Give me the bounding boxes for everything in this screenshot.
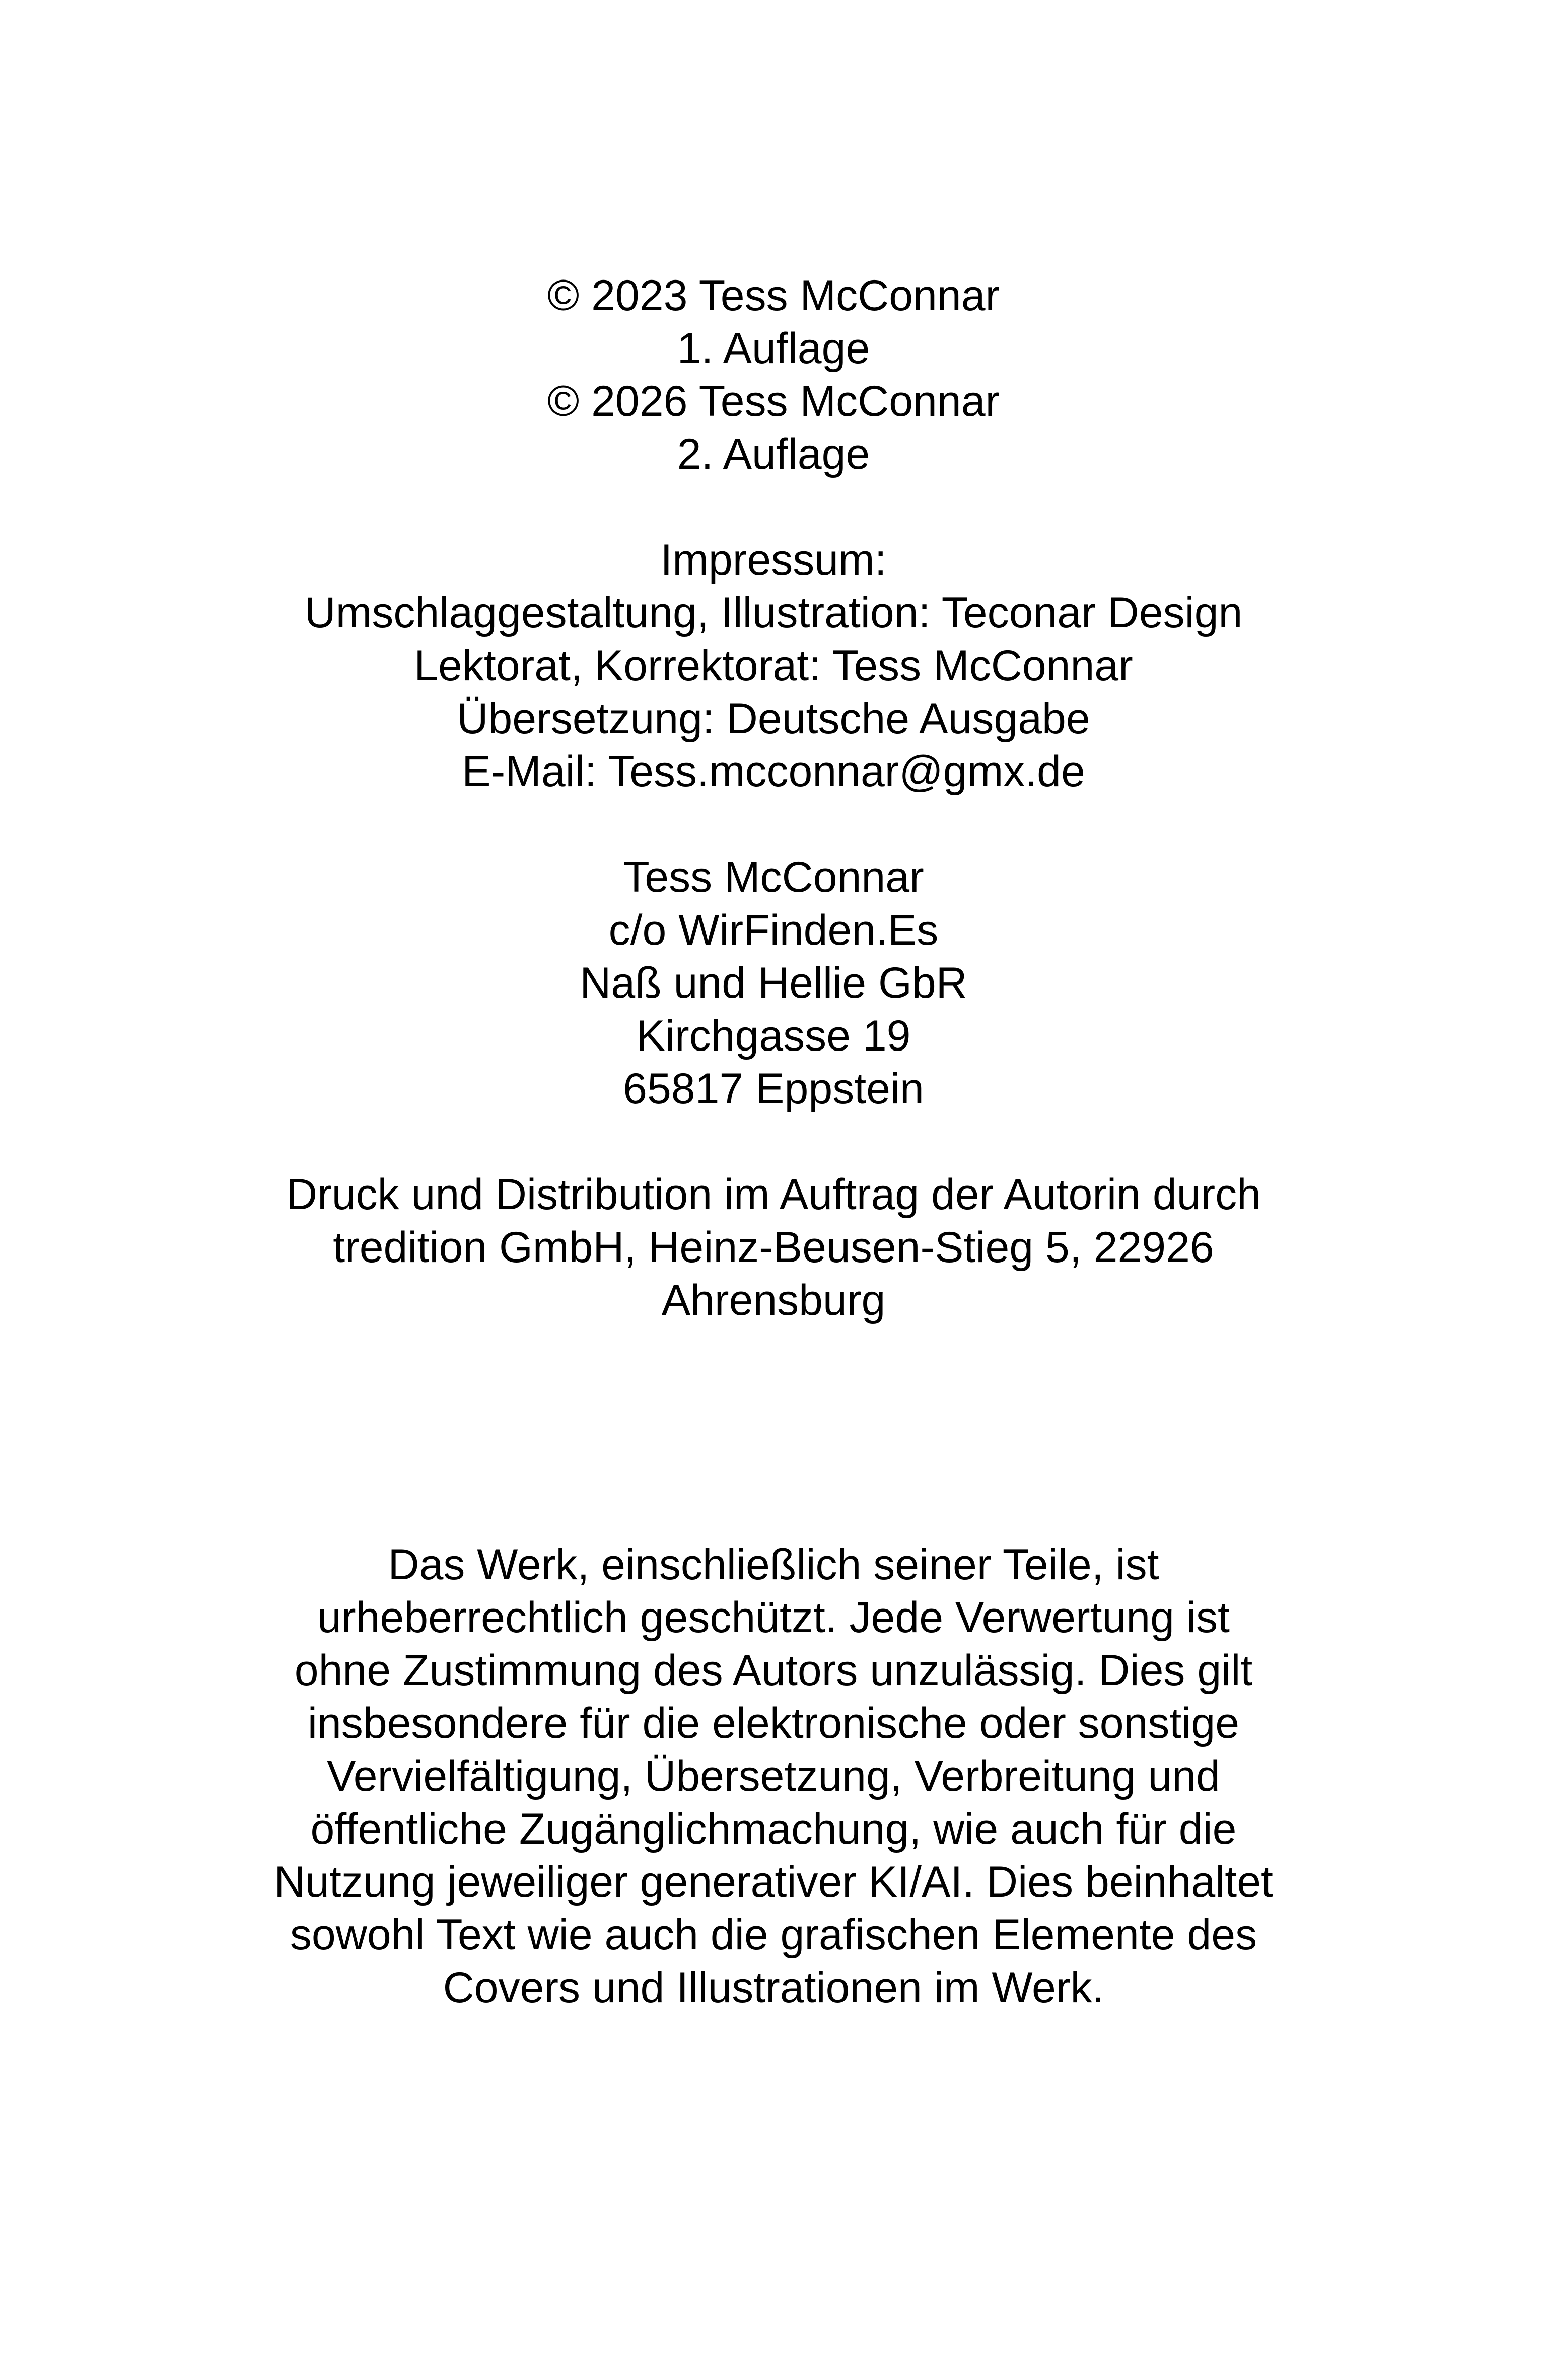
print-line: Druck und Distribution im Auftrag der Autorin durch: [286, 1170, 1261, 1219]
copyright-block: [0, 269, 1547, 481]
impressum-block: [0, 534, 1547, 798]
address-care-of: c/o WirFinden.Es: [608, 906, 939, 954]
contact-email: E-Mail: Tess.mcconnar@gmx.de: [462, 747, 1085, 796]
first-edition-label: 1. Auflage: [677, 324, 870, 373]
legal-line: urheberrechtlich geschützt. Jede Verwertung ist: [317, 1593, 1230, 1642]
legal-line: Vervielfältigung, Übersetzung, Verbreitung und: [327, 1752, 1220, 1800]
copyright-first-edition: © 2023 Tess McConnar: [547, 271, 1000, 320]
legal-line: Covers und Illustrationen im Werk.: [443, 1964, 1104, 2012]
legal-line: insbesondere für die elektronische oder sonstige: [307, 1699, 1240, 1747]
legal-line: sowohl Text wie auch die grafischen Elemente des: [290, 1911, 1257, 1959]
legal-line: öffentliche Zugänglichmachung, wie auch für die: [310, 1805, 1237, 1853]
impressum-heading: Impressum:: [660, 536, 887, 584]
address-company: Naß und Hellie GbR: [580, 959, 967, 1007]
address-street: Kirchgasse 19: [636, 1012, 911, 1060]
copyright-notice-block: [0, 1538, 1547, 2014]
author-address-block: [0, 851, 1547, 1115]
print-line: tredition GmbH, Heinz-Beusen-Stieg 5, 22926: [333, 1223, 1214, 1272]
legal-line: Das Werk, einschließlich seiner Teile, ist: [388, 1541, 1159, 1589]
cover-design-credit: Umschlaggestaltung, Illustration: Teconar Design: [304, 589, 1243, 637]
print-distribution-block: [0, 1168, 1547, 1327]
address-name: Tess McConnar: [623, 853, 924, 901]
translation-credit: Übersetzung: Deutsche Ausgabe: [457, 694, 1090, 743]
address-city: 65817 Eppstein: [623, 1065, 924, 1113]
editing-credit: Lektorat, Korrektorat: Tess McConnar: [414, 642, 1133, 690]
second-edition-label: 2. Auflage: [677, 430, 870, 478]
copyright-second-edition: © 2026 Tess McConnar: [547, 377, 1000, 426]
legal-line: ohne Zustimmung des Autors unzulässig. Dies gilt: [294, 1646, 1253, 1695]
print-line: Ahrensburg: [661, 1276, 886, 1324]
legal-line: Nutzung jeweiliger generativer KI/AI. Dies beinhaltet: [274, 1858, 1273, 1906]
